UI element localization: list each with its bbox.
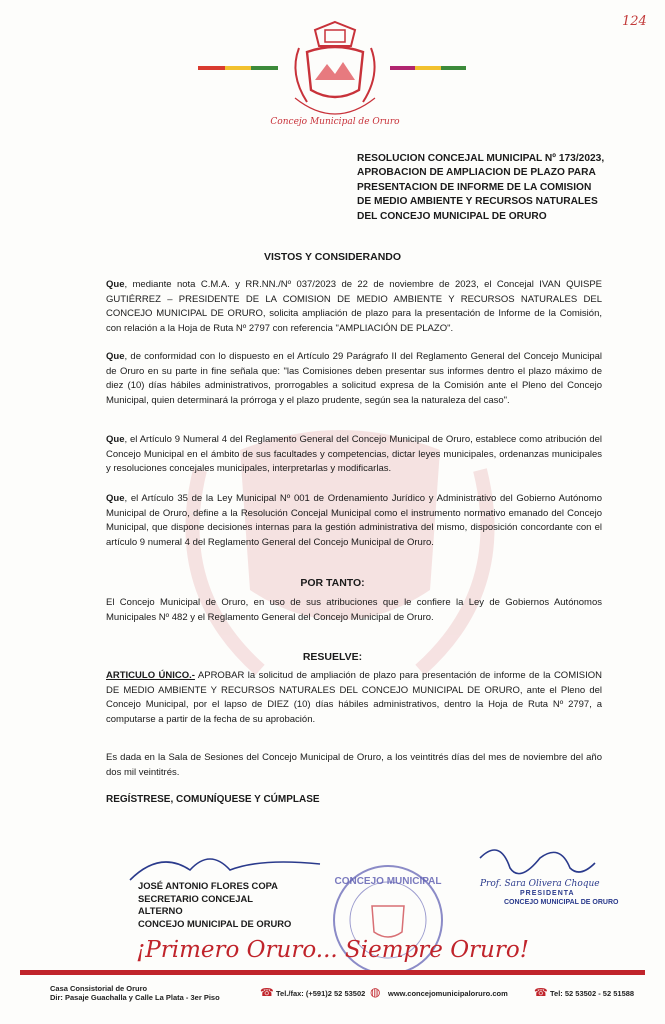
- title-line: DEL CONCEJO MUNICIPAL DE ORURO: [357, 210, 547, 222]
- phone-icon: ☎: [534, 987, 548, 999]
- considerando-2: [106, 350, 602, 408]
- para-text: , de conformidad con lo dispuesto en el Artículo 29 Parágrafo II del Reglamento General del Concejo Municipal de Oruro en su parte in fine señala que: "las Comisiones deben presentar sus informes dentro el plazo máximo de diez (10) días hábiles administrativos, prorrogables a solicitud expresa de la Comisión ante el Pleno del Concejo Municipal, quien determinará la prórroga y el plazo prudente, según sea la naturaleza del caso".: [106, 351, 602, 406]
- concejo-logo: [270, 18, 400, 130]
- title-line: PRESENTACION DE INFORME DE LA COMISION: [357, 181, 592, 193]
- para-lead: Que: [106, 493, 125, 504]
- considerando-4: [106, 492, 602, 550]
- footer-address-2: Dir: Pasaje Guachalla y Calle La Plata - 3er Piso: [50, 993, 220, 1002]
- title-line: DE MEDIO AMBIENTE Y RECURSOS NATURALES: [357, 196, 598, 208]
- footer-web: www.concejomunicipaloruro.com: [388, 989, 508, 998]
- signatory-role: SECRETARIO CONCEJAL ALTERNO: [138, 892, 253, 916]
- resolution-title: [357, 152, 627, 224]
- dada-text: Es dada en la Sala de Sesiones del Concejo Municipal de Oruro, a los veintitrés días del mes de noviembre del año dos mil veintitrés.: [106, 752, 602, 778]
- signatory-right-role: PRESIDENTA: [520, 890, 575, 897]
- globe-icon: ◍: [370, 985, 381, 999]
- seal-text: CONCEJO MUNICIPAL: [334, 876, 442, 887]
- signatory-right-name: Prof. Sara Olivera Choque: [480, 879, 600, 889]
- para-lead: Que: [106, 279, 125, 290]
- para-text: , mediante nota C.M.A. y RR.NN./Nº 037/2023 de 22 de noviembre de 2023, el Concejal IVAN QUISPE GUTIÉRREZ – PRESIDENTE DE LA COMISION DE MEDIO AMBIENTE Y RECURSOS NATURALES DEL CONCEJO MUNICIPAL DE ORURO, solicita ampliación de plazo para la presentación de Informe de la Comisión, con relación a la Hoja de Ruta Nº 2797 con referencia "AMPLIACIÓN DE PLAZO".: [106, 279, 602, 334]
- registrese-text: REGÍSTRESE, COMUNÍQUESE Y CÚMPLASE: [106, 794, 320, 805]
- footer-address-1: Casa Consistorial de Oruro: [50, 984, 148, 993]
- articulo-unico: [106, 669, 602, 727]
- considerando-3: [106, 433, 602, 477]
- para-text: , el Artículo 35 de la Ley Municipal Nº 001 de Ordenamiento Jurídico y Administrativo del Gobierno Autónomo Municipal de Oruro, define a la Resolución Concejal Municipal como el instrumento normativo emanado del Concejo Municipal, que dispone decisiones internas para la gestión administrativa del mismo, disposición concordante con el artículo 9 numeral 4 del Reglamento General del Concejo Municipal de Oruro.: [106, 493, 602, 548]
- signatory-name: JOSÉ ANTONIO FLORES COPA: [138, 880, 278, 891]
- signatory-org: CONCEJO MUNICIPAL DE ORURO: [138, 917, 292, 929]
- por-tanto-heading: POR TANTO:: [300, 577, 365, 589]
- footer-telfax: Tel./fax: (+591)2 52 53502: [276, 989, 366, 998]
- signatory-right: [480, 880, 630, 907]
- logo-text: Concejo Municipal de Oruro: [270, 117, 400, 127]
- title-line: APROBACION DE AMPLIACION DE PLAZO PARA: [357, 167, 596, 179]
- para-lead: Que: [106, 434, 125, 445]
- header-stripe-right: [390, 66, 466, 70]
- articulo-label: ARTICULO ÚNICO.-: [106, 670, 195, 681]
- signatory-right-org: CONCEJO MUNICIPAL DE ORURO: [504, 899, 619, 906]
- header-stripe-left: [198, 66, 278, 70]
- vistos-heading: VISTOS Y CONSIDERANDO: [263, 251, 402, 263]
- footer-tel: Tel: 52 53502 - 52 51588: [550, 989, 635, 998]
- signatory-left: [138, 880, 298, 930]
- por-tanto-text: El Concejo Municipal de Oruro, en uso de sus atribuciones que le confiere la Ley de Gobiernos Autónomos Municipales Nº 482 y el Reglamento General del Concejo Municipal de Oruro.: [106, 597, 602, 623]
- articulo-text: APROBAR la solicitud de ampliación de plazo para presentación de informe de la COMISION DE MEDIO AMBIENTE Y RECURSOS NATURALES DEL CONCEJO MUNICIPAL DE ORURO, ante el Pleno del Concejo Municipal, por el lapso de DIEZ (10) días hábiles administrativos, dentro la Hoja de Ruta Nº 2797, a computarse a partir de la fecha de su aprobación.: [106, 670, 602, 725]
- resuelve-heading: RESUELVE:: [302, 651, 363, 663]
- slogan: ¡Primero Oruro... Siempre Oruro!: [136, 937, 529, 963]
- para-text: , el Artículo 9 Numeral 4 del Reglamento General del Concejo Municipal de Oruro, establece como atribución del Concejo Municipal en el ámbito de sus facultades y competencias, dictar leyes municipales, ordenanzas municipales y resoluciones concejales municipales, interpretarlas y modificarlas.: [106, 434, 602, 475]
- title-line: RESOLUCION CONCEJAL MUNICIPAL Nº 173/2023,: [357, 153, 605, 164]
- handwritten-page-number: 124: [622, 14, 647, 29]
- phone-icon: ☎: [260, 987, 274, 999]
- footer-divider: [20, 970, 645, 975]
- para-lead: Que: [106, 351, 125, 362]
- considerando-1: [106, 278, 602, 336]
